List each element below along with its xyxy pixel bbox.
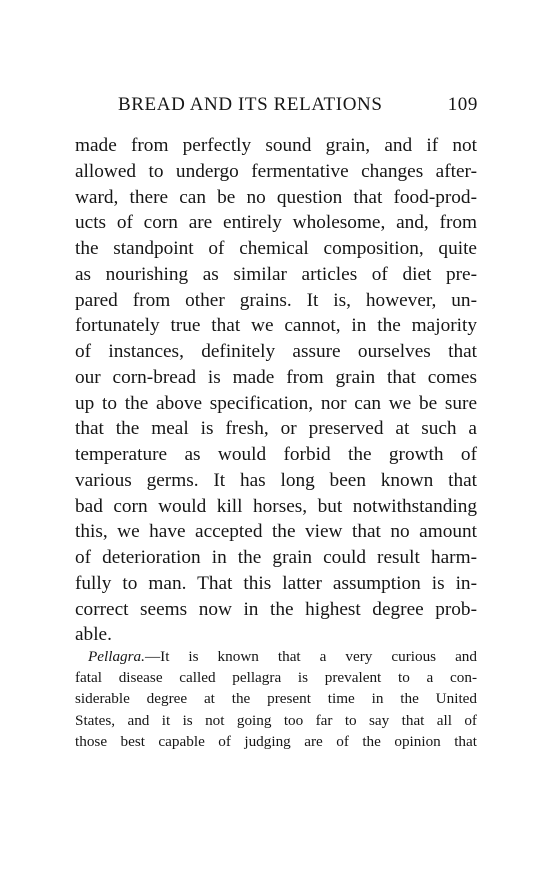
note-first-line [75, 646, 477, 667]
text-line: as nourishing as similar articles of diet pre- [75, 263, 477, 285]
text-line: bad corn would kill horses, but notwithstanding [75, 495, 477, 517]
page-header [118, 94, 478, 118]
text-line: able. [75, 624, 112, 646]
pellagra-note [75, 646, 477, 752]
body-paragraph [75, 133, 477, 648]
text-line: correct seems now in the highest degree prob- [75, 598, 477, 620]
text-line: our corn-bread is made from grain that comes [75, 366, 477, 388]
text-line: of instances, definitely assure ourselves that [75, 341, 477, 362]
note-line: siderable degree at the present time in the United [75, 690, 477, 708]
text-line: ward, there can be no question that food-prod- [75, 186, 477, 208]
text-line: that the meal is fresh, or preserved at such a [75, 418, 477, 440]
text-line: various germs. It has long been known that [75, 469, 477, 491]
text-line: the standpoint of chemical composition, quite [75, 238, 477, 259]
note-heading: Pellagra. [88, 648, 145, 665]
text-line: temperature as would forbid the growth of [75, 444, 477, 465]
text-line: up to the above specification, nor can we be sure [75, 392, 477, 414]
running-head: BREAD AND ITS RELATIONS [118, 94, 383, 115]
note-line: those best capable of judging are of the opinion that [75, 732, 477, 750]
note-line: fatal disease called pellagra is prevalent to a con- [75, 669, 477, 687]
text-line: this, we have accepted the view that no amount [75, 521, 477, 543]
text-line: made from perfectly sound grain, and if not [75, 135, 477, 156]
text-line: ucts of corn are entirely wholesome, and, from [75, 212, 477, 234]
page-number: 109 [447, 94, 478, 115]
note-line: States, and it is not going too far to say that all of [75, 711, 477, 729]
text-line: fortunately true that we cannot, in the majority [75, 315, 477, 337]
note-text: —It is known that a very curious and [144, 648, 477, 665]
text-line: allowed to undergo fermentative changes after- [75, 160, 477, 182]
text-line: fully to man. That this latter assumption is in- [75, 572, 477, 594]
text-line: pared from other grains. It is, however, un- [75, 289, 477, 311]
text-line: of deterioration in the grain could result harm- [75, 547, 477, 568]
